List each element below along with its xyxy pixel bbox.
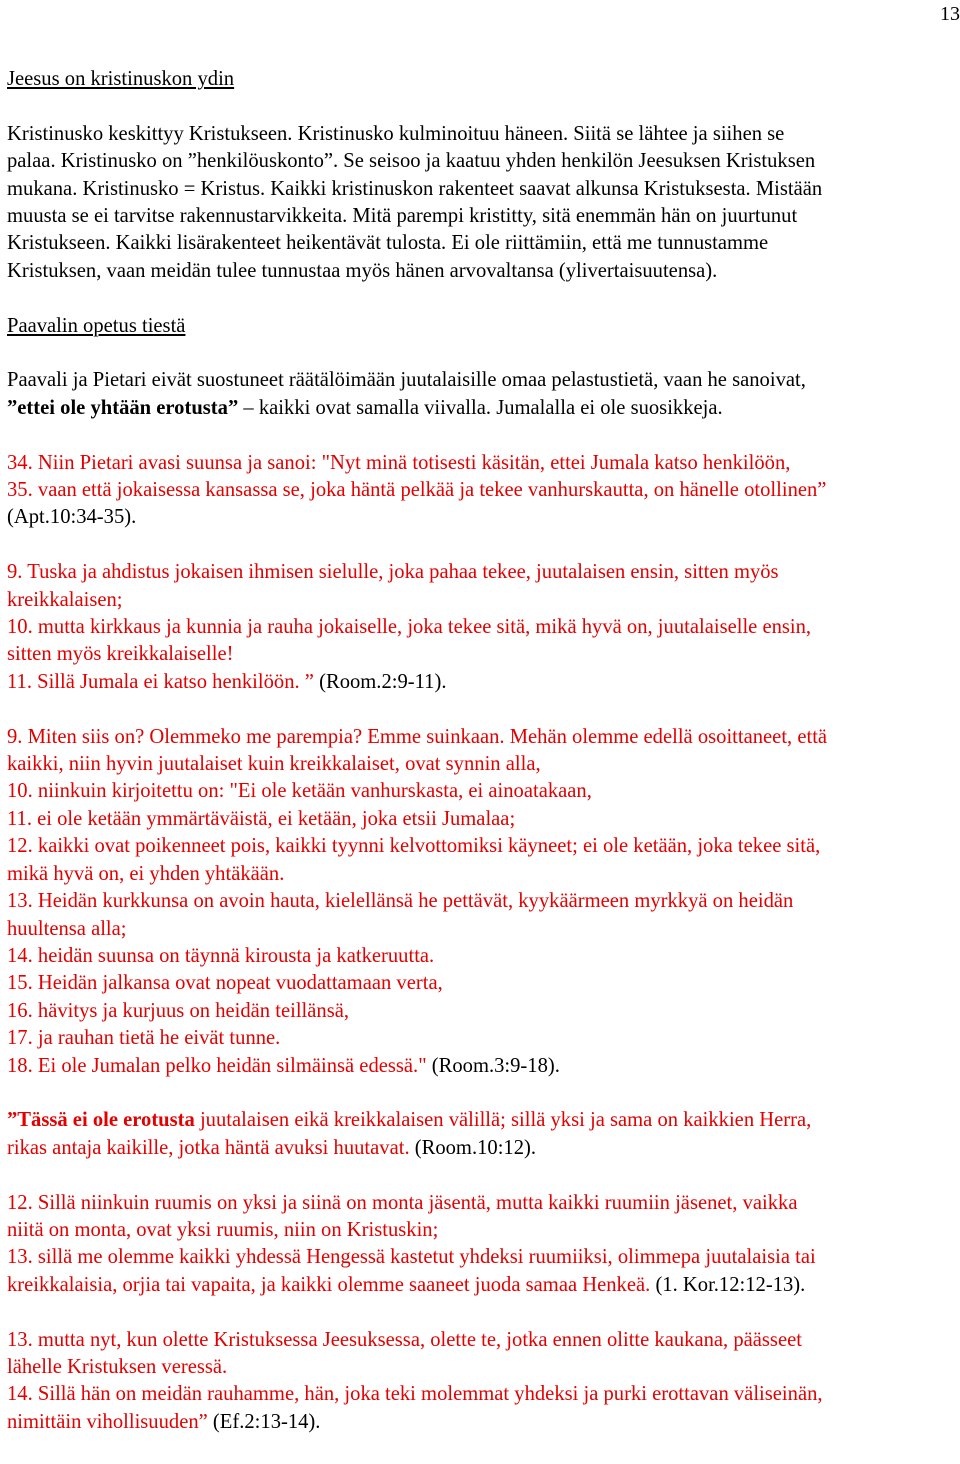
scripture-line: huultensa alla; [7, 917, 127, 940]
scripture-line: 10. mutta kirkkaus ja kunnia ja rauha jokaiselle, joka tekee sitä, mikä hyvä on, juutalaiselle ensin, [7, 616, 812, 639]
text-line: palaa. Kristinusko on ”henkilöuskonto”. Se seisoo ja kaatuu yhden henkilön Jeesuksen Kristuksen [7, 150, 816, 173]
scripture-line [7, 1135, 957, 1162]
scripture-line [7, 1053, 957, 1080]
scripture-reference: (Room.3:9-18). [426, 1054, 560, 1077]
scripture-line: 13. mutta nyt, kun olette Kristuksessa Jeesuksessa, olette te, jotka ennen olitte kaukana, päässeet [7, 1328, 802, 1351]
scripture-line: 14. heidän suunsa on täynnä kirousta ja katkeruutta. [7, 944, 435, 967]
scripture-line: 9. Tuska ja ahdistus jokaisen ihmisen sielulle, joka pahaa tekee, juutalaisen ensin, sitten myös [7, 561, 779, 584]
scripture-reference: (Apt.10:34-35). [7, 506, 137, 529]
scripture-text: nimittäin vihollisuuden” [7, 1410, 208, 1433]
scripture-line: 11. ei ole ketään ymmärtäväistä, ei ketään, joka etsii Jumalaa; [7, 807, 516, 830]
scripture-quote-ephesians [7, 1327, 957, 1437]
scripture-line [7, 1409, 957, 1436]
scripture-reference: (Room.2:9-11). [313, 670, 447, 693]
section-heading-jeesus: Jeesus on kristinuskon ydin [7, 68, 235, 90]
scripture-line: sitten myös kreikkalaiselle! [7, 643, 234, 666]
scripture-line [7, 1272, 957, 1299]
scripture-text: rikas antaja kaikille, jotka häntä avuksi huutavat. [7, 1136, 410, 1159]
scripture-line: 13. sillä me olemme kaikki yhdessä Hengessä kastetut yhdeksi ruumiiksi, olimmepa juutalaisia tai [7, 1246, 816, 1269]
scripture-quote-romans-10 [7, 1107, 957, 1162]
emphasis-bold: ”ettei ole yhtään erotusta” [7, 396, 239, 419]
scripture-reference: (Room.10:12). [409, 1136, 537, 1159]
scripture-line: 17. ja rauhan tietä he eivät tunne. [7, 1027, 281, 1050]
scripture-line [7, 1107, 957, 1134]
scripture-line: niitä on monta, ovat yksi ruumis, niin on Kristuskin; [7, 1218, 439, 1241]
scripture-line [7, 669, 957, 696]
scripture-line: mikä hyvä on, ei yhden yhtäkään. [7, 862, 285, 885]
emphasis-bold-red: ”Tässä ei ole erotusta [7, 1109, 195, 1132]
scripture-reference: (1. Kor.12:12-13). [650, 1273, 806, 1296]
scripture-quote-corinthians [7, 1190, 957, 1300]
document-body [7, 66, 957, 1464]
scripture-line: 12. kaikki ovat poikenneet pois, kaikki tyynni kelvottomiksi käyneet; ei ole ketään, joka tekee sitä, [7, 835, 821, 858]
scripture-line: kaikki, niin hyvin juutalaiset kuin kreikkalaiset, ovat synnin alla, [7, 753, 541, 776]
scripture-text: 11. Sillä Jumala ei katso henkilöön. ” [7, 670, 314, 693]
scripture-line: 12. Sillä niinkuin ruumis on yksi ja siinä on monta jäsentä, mutta kaikki ruumiin jäsenet, vaikka [7, 1191, 798, 1214]
scripture-line: 34. Niin Pietari avasi suunsa ja sanoi: "Nyt minä totisesti käsitän, ettei Jumala katso henkilöön, [7, 451, 791, 474]
scripture-line: 16. hävitys ja kurjuus on heidän teillänsä, [7, 999, 350, 1022]
section-heading-paavali: Paavalin opetus tiestä [7, 314, 186, 337]
text-line: Kristinusko keskittyy Kristukseen. Kristinusko kulminoituu häneen. Siitä se lähtee ja siihen se [7, 122, 785, 145]
scripture-text: 18. Ei ole Jumalan pelko heidän silmäinsä edessä." [7, 1054, 427, 1077]
scripture-line: 9. Miten siis on? Olemmeko me parempia? Emme suinkaan. Mehän olemme edellä osoittaneet, että [7, 725, 828, 748]
scripture-line: kreikkalaisen; [7, 588, 123, 611]
scripture-text: kreikkalaisia, orjia tai vapaita, ja kaikki olemme saaneet juoda samaa Henkeä. [7, 1273, 651, 1296]
scripture-line: 10. niinkuin kirjoitettu on: "Ei ole ketään vanhurskasta, ei ainoatakaan, [7, 780, 592, 803]
scripture-quote-romans-2 [7, 559, 957, 696]
page-number: 13 [940, 3, 960, 25]
text-line: Kristukseen. Kaikki lisärakenteet heikentävät tulosta. Ei ole riittämiin, että me tunnustamme [7, 232, 769, 255]
text-line: Kristuksen, vaan meidän tulee tunnustaa myös hänen arvovaltansa (ylivertaisuutensa). [7, 259, 718, 282]
scripture-line: 15. Heidän jalkansa ovat nopeat vuodattamaan verta, [7, 972, 443, 995]
scripture-line: 14. Sillä hän on meidän rauhamme, hän, joka teki molemmat yhdeksi ja purki erottavan väliseinän, [7, 1383, 823, 1406]
scripture-quote-romans-3 [7, 724, 957, 1080]
text-line: muusta se ei tarvitse rakennustarvikkeita. Mitä parempi kristitty, sitä enemmän hän on juurtunut [7, 205, 798, 228]
paragraph-kristinusko [7, 121, 957, 285]
scripture-line: lähelle Kristuksen veressä. [7, 1355, 228, 1378]
text-line: Paavali ja Pietari eivät suostuneet räätälöimään juutalaisille omaa pelastustietä, vaan he sanoivat, [7, 369, 806, 392]
scripture-line: 13. Heidän kurkkunsa on avoin hauta, kielellänsä he pettävät, kyykäärmeen myrkkyä on heidän [7, 890, 794, 913]
text-run: – kaikki ovat samalla viivalla. Jumalalla ei ole suosikkeja. [238, 396, 723, 419]
scripture-quote-acts [7, 450, 957, 532]
scripture-reference: (Ef.2:13-14). [207, 1410, 321, 1433]
text-line [7, 395, 957, 422]
paragraph-paavali-intro [7, 367, 957, 422]
scripture-text: juutalaisen eikä kreikkalaisen välillä; sillä yksi ja sama on kaikkien Herra, [194, 1109, 812, 1132]
scripture-line: 35. vaan että jokaisessa kansassa se, joka häntä pelkää ja tekee vanhurskautta, on hänelle otollinen” [7, 479, 827, 502]
text-line: mukana. Kristinusko = Kristus. Kaikki kristinuskon rakenteet saavat alkunsa Kristuksesta. Mistään [7, 177, 823, 200]
